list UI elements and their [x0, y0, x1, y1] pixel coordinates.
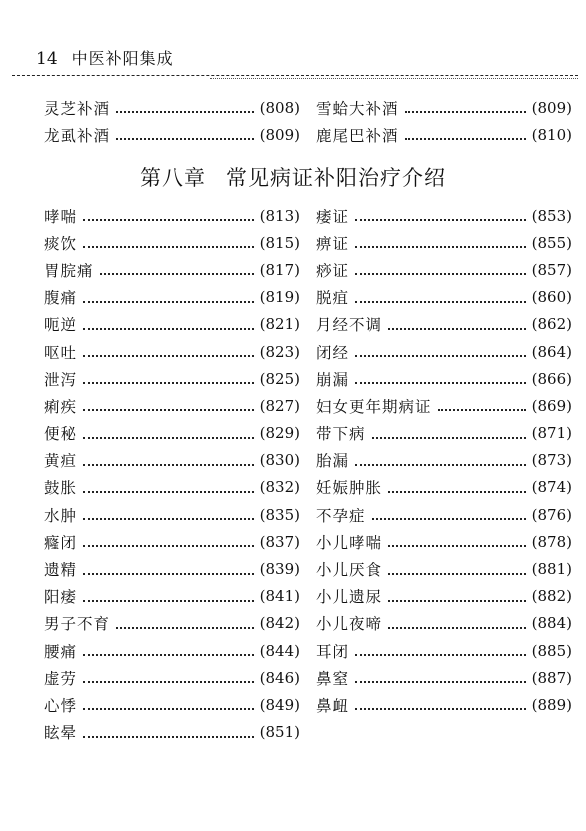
toc-entry	[44, 202, 300, 229]
toc-entry-title: 痢疾	[44, 397, 78, 416]
toc-entry-page: (869)	[531, 396, 572, 415]
toc-entry-page: (825)	[259, 369, 300, 388]
dot-leader	[355, 352, 526, 357]
toc-entry-title: 鼻窒	[316, 669, 350, 688]
toc-entry-title: 胎漏	[316, 452, 350, 471]
dot-leader	[83, 406, 254, 411]
toc-entry-title: 妊娠肿胀	[316, 479, 383, 498]
toc-entry-page: (823)	[259, 342, 300, 361]
toc-entry-title: 小儿遗尿	[316, 588, 383, 607]
toc-entry-title: 男子不育	[44, 615, 111, 634]
toc-entry	[44, 256, 300, 283]
dot-leader	[372, 515, 526, 520]
toc-entry-title: 灵芝补酒	[44, 99, 111, 118]
toc-entry-title: 小儿哮喘	[316, 533, 383, 552]
toc-entry	[316, 284, 572, 311]
toc-entry	[44, 691, 300, 718]
dot-leader	[83, 515, 254, 520]
dot-leader	[83, 461, 254, 466]
toc-entry	[316, 583, 572, 610]
chapter-heading	[0, 162, 586, 192]
toc-entry	[316, 229, 572, 256]
toc-entry-title: 月经不调	[316, 316, 383, 335]
toc-entry-title: 黄疸	[44, 452, 78, 471]
toc-entry-title: 鼓胀	[44, 479, 78, 498]
dot-leader	[355, 270, 526, 275]
dot-leader	[355, 461, 526, 466]
toc-entry	[44, 474, 300, 501]
dot-leader	[83, 434, 254, 439]
toc-entry-page: (839)	[259, 560, 300, 579]
toc-entry-page: (808)	[259, 98, 300, 117]
toc-entry-page: (889)	[531, 695, 572, 714]
toc-entry-title: 眩晕	[44, 724, 78, 743]
toc-entry	[44, 555, 300, 582]
chapter-number: 第八章	[140, 166, 206, 190]
toc-entry-page: (885)	[531, 641, 572, 660]
toc-right-column	[316, 202, 572, 719]
dot-leader	[83, 705, 254, 710]
dot-leader	[83, 325, 254, 330]
toc-left-column	[44, 202, 300, 746]
dot-leader	[438, 406, 526, 411]
chapter-title: 常见病证补阳治疗介绍	[226, 166, 446, 190]
toc-entry	[316, 555, 572, 582]
toc-top-right-column	[316, 94, 572, 148]
toc-entry-page: (841)	[259, 587, 300, 606]
toc-entry-title: 鼻衄	[316, 696, 350, 715]
toc-entry-title: 癃闭	[44, 533, 78, 552]
toc-entry-title: 便秘	[44, 425, 78, 444]
toc-entry-title: 小儿厌食	[316, 561, 383, 580]
toc-entry	[316, 691, 572, 718]
toc-entry	[44, 447, 300, 474]
dot-leader	[372, 434, 526, 439]
toc-entry	[316, 94, 572, 121]
toc-entry-page: (853)	[531, 206, 572, 225]
toc-entry	[44, 610, 300, 637]
toc-entry	[316, 447, 572, 474]
dot-leader	[83, 678, 254, 683]
dot-leader	[355, 216, 526, 221]
toc-entry-page: (809)	[259, 125, 300, 144]
toc-entry-title: 呕吐	[44, 343, 78, 362]
toc-entry-page: (827)	[259, 396, 300, 415]
toc-entry-page: (837)	[259, 532, 300, 551]
toc-entry-title: 心悸	[44, 696, 78, 715]
toc-entry	[44, 583, 300, 610]
toc-entry-page: (884)	[531, 614, 572, 633]
dot-leader	[355, 243, 526, 248]
toc-entry-title: 耳闭	[316, 642, 350, 661]
toc-entry-page: (830)	[259, 451, 300, 470]
dot-leader	[116, 108, 254, 113]
dot-leader	[388, 325, 526, 330]
toc-entry-page: (878)	[531, 532, 572, 551]
toc-entry-title: 痹证	[316, 234, 350, 253]
dot-leader	[355, 298, 526, 303]
dot-leader	[388, 488, 526, 493]
toc-entry	[316, 420, 572, 447]
dot-leader	[83, 733, 254, 738]
toc-entry-page: (864)	[531, 342, 572, 361]
dot-leader	[405, 135, 526, 140]
toc-entry	[44, 420, 300, 447]
toc-entry-page: (832)	[259, 478, 300, 497]
dot-leader	[355, 705, 526, 710]
toc-entry-title: 哮喘	[44, 207, 78, 226]
dot-leader	[100, 270, 254, 275]
toc-entry	[316, 637, 572, 664]
toc-entry-page: (846)	[259, 668, 300, 687]
dot-leader	[83, 570, 254, 575]
toc-entry-page: (829)	[259, 424, 300, 443]
toc-entry	[44, 719, 300, 746]
toc-entry-title: 不孕症	[316, 506, 366, 525]
toc-entry	[316, 528, 572, 555]
toc-entry-page: (862)	[531, 315, 572, 334]
toc-entry	[44, 392, 300, 419]
toc-entry-page: (815)	[259, 233, 300, 252]
toc-entry	[44, 501, 300, 528]
toc-entry	[44, 338, 300, 365]
dot-leader	[388, 624, 526, 629]
toc-entry-title: 雪蛤大补酒	[316, 99, 399, 118]
toc-entry	[316, 392, 572, 419]
toc-entry-page: (866)	[531, 369, 572, 388]
header-rule-secondary	[210, 78, 578, 79]
dot-leader	[83, 379, 254, 384]
toc-entry	[44, 664, 300, 691]
toc-entry-page: (821)	[259, 315, 300, 334]
toc-entry-page: (819)	[259, 288, 300, 307]
toc-entry-title: 闭经	[316, 343, 350, 362]
toc-entry-page: (835)	[259, 505, 300, 524]
toc-entry	[316, 610, 572, 637]
toc-entry-page: (873)	[531, 451, 572, 470]
toc-top-left-column	[44, 94, 300, 148]
toc-entry	[44, 284, 300, 311]
toc-entry-title: 腹痛	[44, 289, 78, 308]
toc-entry	[316, 501, 572, 528]
toc-entry-page: (817)	[259, 260, 300, 279]
dot-leader	[83, 216, 254, 221]
page-header	[36, 46, 174, 69]
dot-leader	[83, 243, 254, 248]
toc-entry-title: 小儿夜啼	[316, 615, 383, 634]
toc-entry-page: (887)	[531, 668, 572, 687]
toc-entry-title: 鹿尾巴补酒	[316, 126, 399, 145]
toc-entry-title: 痿证	[316, 207, 350, 226]
dot-leader	[355, 678, 526, 683]
toc-entry-title: 遗精	[44, 561, 78, 580]
dot-leader	[388, 597, 526, 602]
toc-entry-title: 胃脘痛	[44, 261, 94, 280]
toc-entry-title: 阳痿	[44, 588, 78, 607]
toc-entry-page: (809)	[531, 98, 572, 117]
toc-entry	[44, 94, 300, 121]
toc-entry-page: (857)	[531, 260, 572, 279]
toc-entry-title: 带下病	[316, 425, 366, 444]
toc-entry-page: (882)	[531, 587, 572, 606]
toc-entry-page: (813)	[259, 206, 300, 225]
toc-entry-page: (851)	[259, 723, 300, 742]
toc-entry-title: 脱疽	[316, 289, 350, 308]
toc-entry	[316, 664, 572, 691]
toc-entry-page: (849)	[259, 695, 300, 714]
toc-entry-title: 痧证	[316, 261, 350, 280]
toc-entry-title: 崩漏	[316, 370, 350, 389]
toc-entry-page: (844)	[259, 641, 300, 660]
toc-entry-page: (842)	[259, 614, 300, 633]
toc-entry	[316, 202, 572, 229]
toc-entry	[44, 365, 300, 392]
toc-entry	[316, 338, 572, 365]
dot-leader	[388, 542, 526, 547]
toc-entry-page: (876)	[531, 505, 572, 524]
dot-leader	[405, 108, 526, 113]
header-rule	[12, 75, 578, 76]
dot-leader	[83, 352, 254, 357]
toc-entry	[44, 229, 300, 256]
toc-entry-page: (860)	[531, 288, 572, 307]
toc-entry-title: 腰痛	[44, 642, 78, 661]
toc-entry-page: (881)	[531, 560, 572, 579]
toc-entry	[316, 256, 572, 283]
dot-leader	[388, 570, 526, 575]
dot-leader	[83, 488, 254, 493]
toc-entry-title: 痰饮	[44, 234, 78, 253]
dot-leader	[83, 651, 254, 656]
dot-leader	[83, 298, 254, 303]
toc-entry	[316, 365, 572, 392]
toc-entry-title: 水肿	[44, 506, 78, 525]
toc-entry	[44, 121, 300, 148]
toc-entry-page: (855)	[531, 233, 572, 252]
toc-entry	[44, 637, 300, 664]
toc-entry	[316, 121, 572, 148]
toc-entry-title: 妇女更年期病证	[316, 397, 432, 416]
dot-leader	[116, 624, 254, 629]
toc-entry	[316, 474, 572, 501]
dot-leader	[355, 379, 526, 384]
dot-leader	[355, 651, 526, 656]
toc-entry-title: 龙虱补酒	[44, 126, 111, 145]
toc-entry-title: 虚劳	[44, 669, 78, 688]
toc-entry-title: 泄泻	[44, 370, 78, 389]
dot-leader	[83, 597, 254, 602]
toc-entry-page: (874)	[531, 478, 572, 497]
dot-leader	[116, 135, 254, 140]
book-title: 中医补阳集成	[71, 49, 174, 68]
toc-entry-title: 呃逆	[44, 316, 78, 335]
toc-entry	[44, 528, 300, 555]
toc-entry	[316, 311, 572, 338]
dot-leader	[83, 542, 254, 547]
page-number: 14	[36, 49, 58, 69]
toc-entry-page: (871)	[531, 424, 572, 443]
toc-entry	[44, 311, 300, 338]
toc-entry-page: (810)	[531, 125, 572, 144]
